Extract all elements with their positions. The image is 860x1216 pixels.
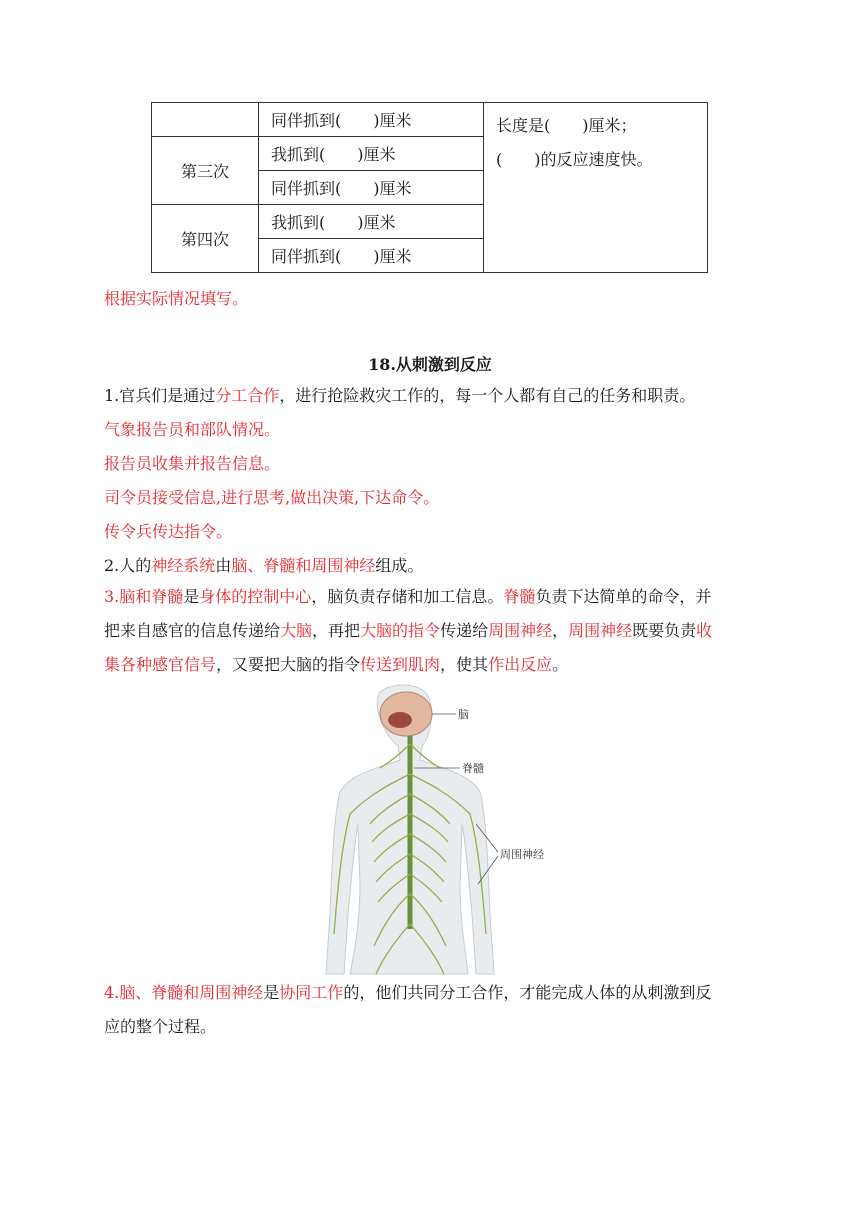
table-cell: 同伴抓到( )厘米 [259,239,484,273]
conclusion-line: ( )的反应速度快。 [496,150,653,169]
question-2 [104,556,764,576]
answer-text: 周围神经 [568,621,633,640]
table-cell: 同伴抓到( )厘米 [259,103,484,137]
answer-text: 协同工作 [279,983,344,1002]
text: 2.人的 [104,556,152,575]
table-cell-empty [152,103,259,137]
answer-text: 3.脑和脊髓 [104,587,184,606]
text: ，进行抢险救灾工作的，每一个人都有自己的任务和职责。 [279,386,696,405]
text: 组成。 [375,556,424,575]
answer-line: 气象报告员和部队情况。 [104,420,281,439]
answer-text: 收 [696,621,713,640]
text: 是 [263,983,280,1002]
text: ，脑负责存储和加工信息。 [311,587,504,606]
text: 负责下达简单的命令，并 [535,587,712,606]
text: 。 [552,655,569,674]
text: 把来自感官的信息传递给 [104,621,281,640]
text: ，再把 [312,621,361,640]
answer-text: 周围神经 [488,621,553,640]
text: 1.官兵们是通过 [104,386,216,405]
answer-text: 大脑的指令 [360,621,441,640]
text: ，使其 [440,655,489,674]
label-spinal-cord: 脊髓 [462,762,484,775]
text: ， [552,621,569,640]
question-3 [104,580,764,682]
table-cell: 我抓到( )厘米 [259,137,484,171]
answer-text: 脊髓 [503,587,536,606]
answer-text: 分工合作 [215,386,280,405]
question-4 [104,976,764,1044]
table-cell: 我抓到( )厘米 [259,205,484,239]
text: ，又要把大脑的指令 [216,655,361,674]
answer-line: 报告员收集并报告信息。 [104,454,281,473]
label-brain: 脑 [458,708,469,721]
table-row [152,103,708,137]
text: 应的整个过程。 [104,1017,217,1036]
label-peripheral-nerves: 周围神经 [500,848,544,861]
answer-text: 4.脑、脊髓和周围神经 [104,983,264,1002]
conclusion-line: 长度是( )厘米； [496,116,637,135]
answer-line: 传令兵传达指令。 [104,522,233,541]
section-title: 18.从刺激到反应 [368,355,492,374]
table-row-label: 第四次 [152,205,259,273]
text: 传递给 [440,621,489,640]
table-row-label: 第三次 [152,137,259,205]
text: 的，他们共同分工合作，才能完成人体的从刺激到反 [343,983,712,1002]
answer-line: 司令员接受信息,进行思考,做出决策,下达命令。 [104,488,440,507]
answer-text: 身体的控制中心 [199,587,312,606]
experiment-record-table [151,102,708,273]
text: 由 [215,556,232,575]
answer-text: 神经系统 [151,556,216,575]
answer-text: 传送到肌肉 [360,655,441,674]
table-cell: 同伴抓到( )厘米 [259,171,484,205]
table-cell-conclusion [484,103,708,273]
text: 既要负责 [632,621,697,640]
brain-icon [380,692,432,736]
nervous-system-figure [310,684,544,974]
text: 是 [183,587,200,606]
answer-text: 集各种感官信号 [104,655,217,674]
answer-text: 作出反应 [488,655,553,674]
answer-note: 根据实际情况填写。 [104,289,249,308]
answer-text: 脑、脊髓和周围神经 [231,556,376,575]
answer-text: 大脑 [280,621,313,640]
question-1 [104,386,764,406]
